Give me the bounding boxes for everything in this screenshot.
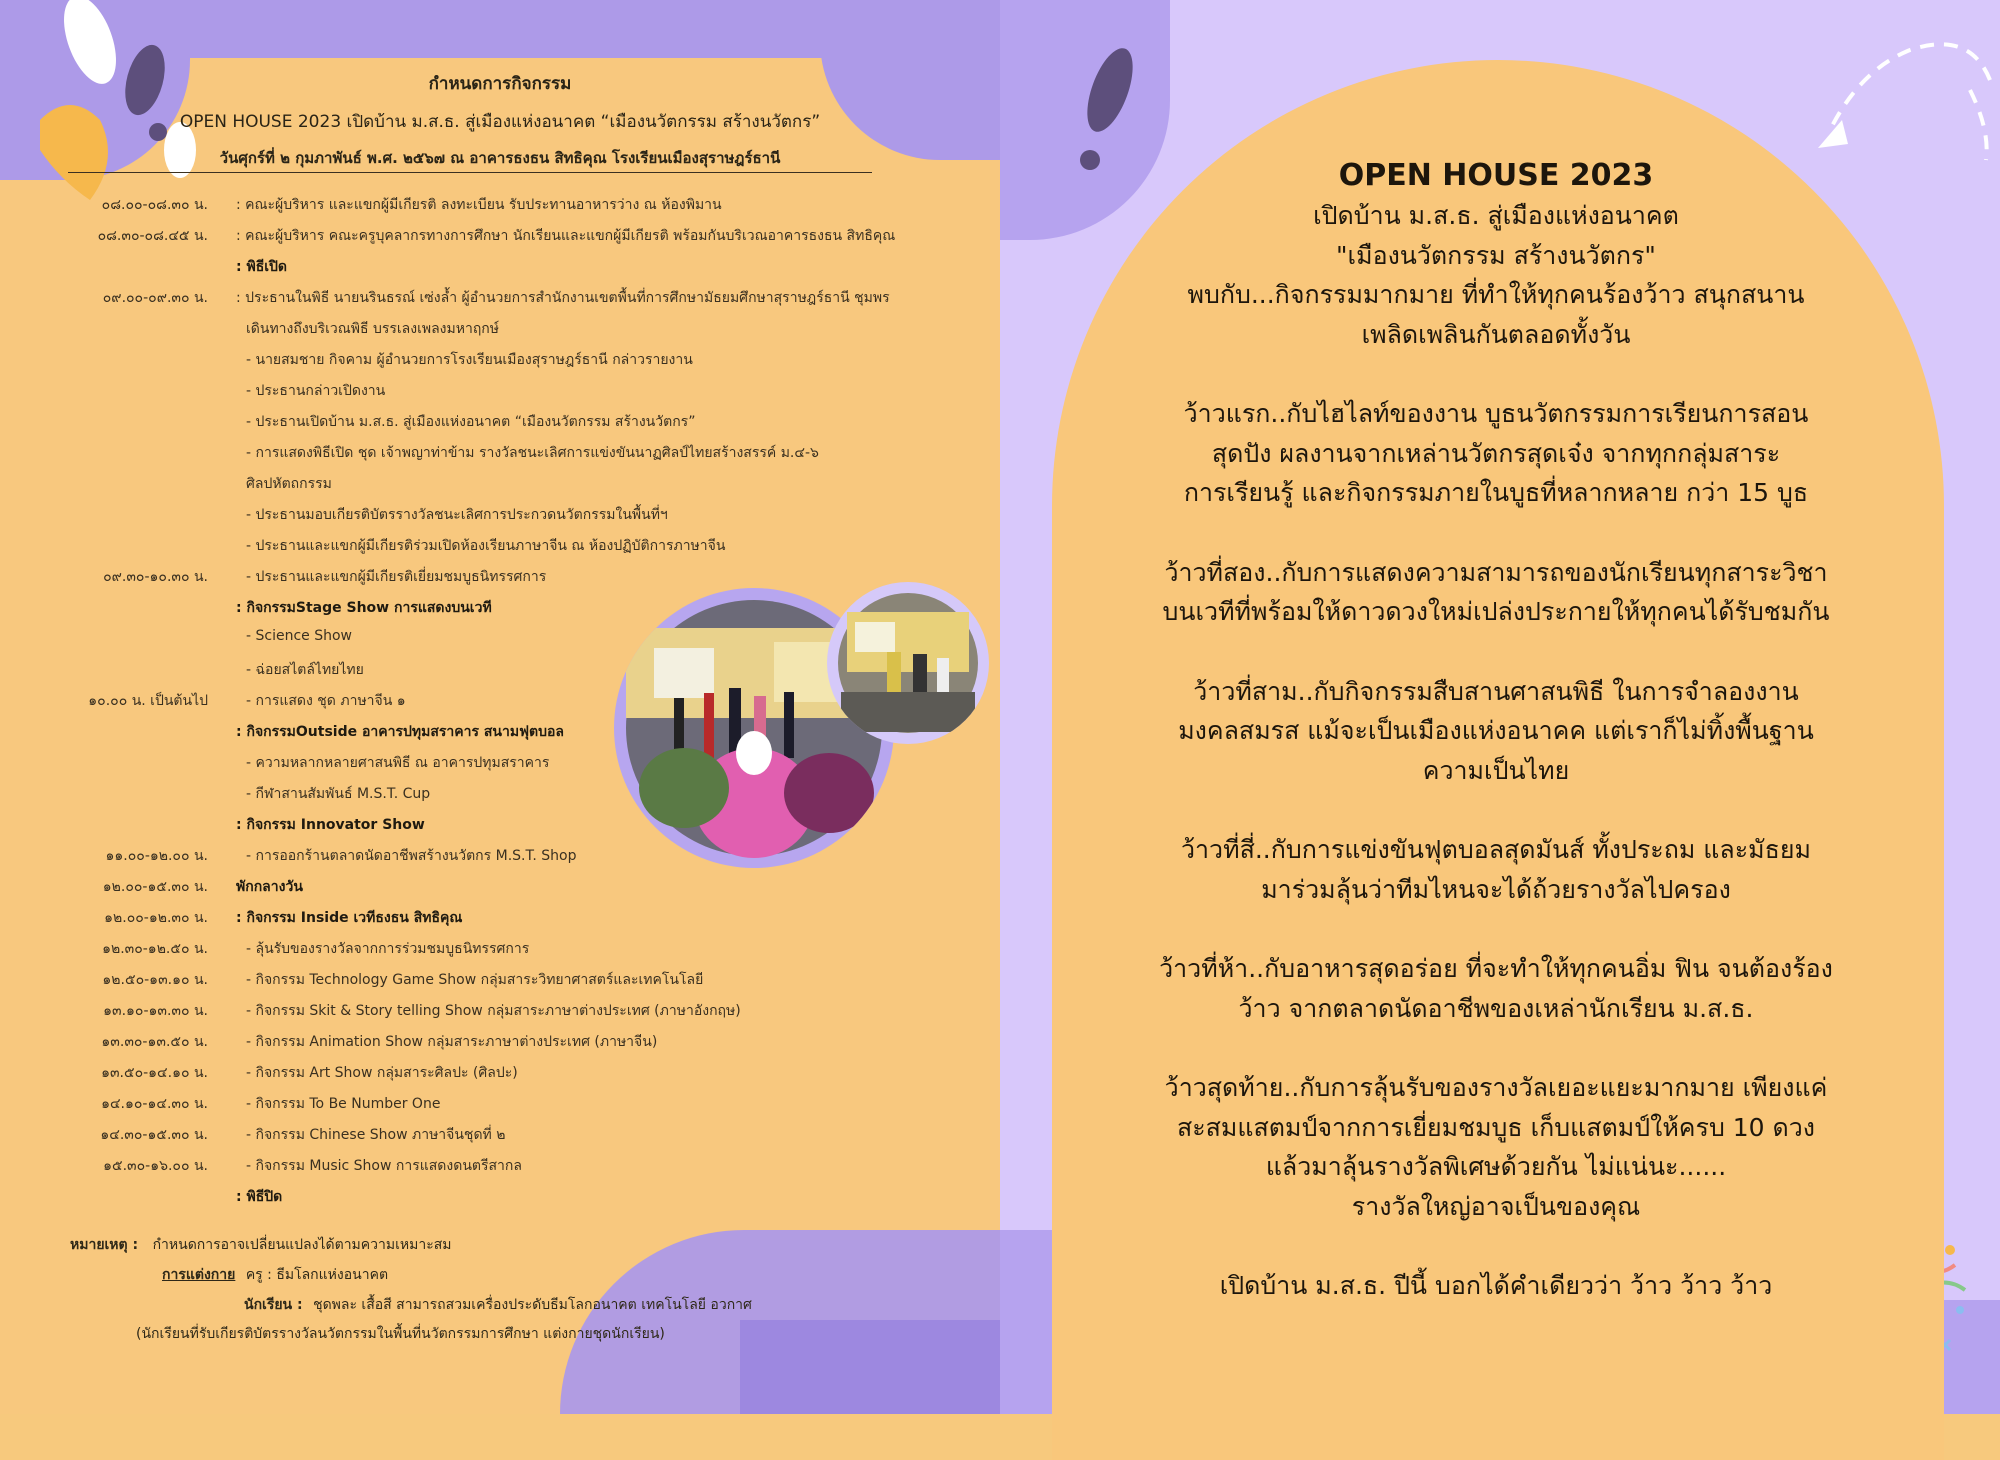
schedule-time: ๑๔.๓๐-๑๕.๓๐ น. [100,1127,208,1143]
event-photo-small [827,582,989,744]
schedule-text: - การออกร้านตลาดนัดอาชีพสร้างนวัตกร M.S.T. Shop [246,848,577,864]
schedule-time: ๑๓.๓๐-๑๓.๕๐ น. [101,1034,208,1050]
dashed-arrow-icon [1790,20,2000,170]
schedule-heading: กำหนดการกิจกรรม [428,74,572,94]
schedule-text: - ประธานกล่าวเปิดงาน [246,383,386,399]
music-photo-icon [827,582,989,744]
invitation-line: ว้าวที่สาม..กับกิจกรรมสืบสานศาสนพิธี ในการจำลองงาน [1193,676,1799,706]
schedule-text: - กิจกรรม Technology Game Show กลุ่มสาระวิทยาศาสตร์และเทคโนโลยี [246,972,704,988]
invitation-line: "เมืองนวัตกรรม สร้างนวัตกร" [1336,240,1656,270]
schedule-row [0,566,1000,597]
invitation-paragraph [1060,830,1932,909]
schedule-time: ๑๒.๐๐-๑๕.๓๐ น. [102,879,208,895]
dress-label: การแต่งกาย [162,1267,236,1283]
schedule-text: - กิจกรรม Art Show กลุ่มสาระศิลปะ (ศิลปะ) [246,1065,518,1081]
invitation-line: ความเป็นไทย [1422,755,1570,785]
paragraph-gap [1060,909,1932,949]
invitation-line: รางวัลใหญ่อาจเป็นของคุณ [1351,1191,1641,1221]
schedule-row [0,1031,1000,1062]
schedule-text: - กิจกรรม To Be Number One [246,1096,441,1112]
schedule-time: ๐๘.๐๐-๐๘.๓๐ น. [101,197,208,213]
schedule-time: ๐๙.๐๐-๐๙.๓๐ น. [102,290,208,306]
event-title: OPEN HOUSE 2023 เปิดบ้าน ม.ส.ธ. สู่เมืองแห่งอนาคต “เมืองนวัตกรรม สร้างนวัตกร” [179,112,821,132]
schedule-row [0,969,1000,1000]
schedule-time: ๐๙.๓๐-๑๐.๓๐ น. [103,569,208,585]
invitation-line: มงคลสมรส แม้จะเป็นเมืองแห่งอนาคค แต่เราก็ไม่ทิ้งพื้นฐาน [1178,716,1814,745]
schedule-time: ๑๑.๐๐-๑๒.๐๐ น. [105,848,208,864]
paragraph-gap [1060,354,1932,394]
note-text: กำหนดการอาจเปลี่ยนแปลงได้ตามความเหมาะสม [152,1237,452,1253]
invitation-paragraph [1060,1266,1932,1306]
header-divider [68,172,872,173]
schedule-time: ๑๓.๕๐-๑๔.๑๐ น. [101,1065,208,1081]
invitation-line: ว้าวสุดท้าย..กับการลุ้นรับของรางวัลเยอะแยะมากมาย เพียงแค่ [1164,1073,1828,1102]
schedule-row [0,535,1000,566]
schedule-text: - กิจกรรม Chinese Show ภาษาจีนชุดที่ ๒ [246,1127,506,1143]
schedule-row [0,1093,1000,1124]
paragraph-gap [1060,1028,1932,1068]
schedule-row [0,349,1000,380]
schedule-text: เดินทางถึงบริเวณพิธี บรรเลงเพลงมหาฤกษ์ [246,321,500,337]
paragraph-gap [1060,790,1932,830]
schedule-row [0,1155,1000,1186]
schedule-text: ศิลปหัตถกรรม [246,476,332,492]
schedule-text: - กีฬาสานสัมพันธ์ M.S.T. Cup [246,786,431,802]
invitation-line: สุดปัง ผลงานจากเหล่านวัตกรสุดเจ๋ง จากทุกกลุ่มสาระ [1211,438,1781,468]
schedule-row [0,845,1000,876]
paragraph-gap [1060,1226,1932,1266]
schedule-row [0,256,1000,287]
invitation-line: เพลิดเพลินกันตลอดทั้งวัน [1361,319,1631,349]
student-text: ชุดพละ เสื้อสี สามารถสวมเครื่องประดับธีมโลกอนาคต เทคโนโลยี อวกาศ [313,1297,752,1313]
schedule-text: - ประธานมอบเกียรติบัตรรางวัลชนะเลิศการประกวดนวัตกรรมในพื้นที่ฯ [246,507,668,523]
schedule-time: ๑๕.๓๐-๑๖.๐๐ น. [103,1158,208,1174]
invitation-line: เปิดบ้าน ม.ส.ธ. สู่เมืองแห่งอนาคต [1313,201,1679,230]
schedule-text: - นายสมชาย กิจคาม ผู้อำนวยการโรงเรียนเมืองสุราษฎร์ธานี กล่าวรายงาน [246,352,693,368]
schedule-text: : กิจกรรม Innovator Show [236,817,425,833]
schedule-row [0,380,1000,411]
schedule-text: - Science Show [246,628,352,644]
schedule-text: พักกลางวัน [236,879,303,895]
schedule-row [0,194,1000,225]
schedule-text: : กิจกรรม Inside เวทีธงธน สิทธิคุณ [236,910,463,926]
invitation-line: สะสมแสตมป์จากการเยี่ยมชมบูธ เก็บแสตมป์ให้ครบ 10 ดวง [1176,1112,1816,1142]
schedule-row [0,907,1000,938]
event-date-venue: วันศุกร์ที่ ๒ กุมภาพันธ์ พ.ศ. ๒๕๖๗ ณ อาคารธงธน สิทธิคุณ โรงเรียนเมืองสุราษฎร์ธานี [219,149,781,167]
schedule-time: ๑๒.๓๐-๑๒.๕๐ น. [102,941,208,957]
schedule-text: - กิจกรรม Skit & Story telling Show กลุ่มสาระภาษาต่างประเทศ (ภาษาอังกฤษ) [246,1003,741,1019]
schedule-text: - ประธานเปิดบ้าน ม.ส.ธ. สู่เมืองแห่งอนาคต “เมืองนวัตกรรม สร้างนวัตกร” [246,414,696,430]
schedule-time: ๑๒.๕๐-๑๓.๑๐ น. [102,972,208,988]
schedule-text: - ความหลากหลายศาสนพิธี ณ อาคารปทุมสราคาร [246,755,550,771]
schedule-text: : กิจกรรมOutside อาคารปทุมสราคาร สนามฟุตบอล [236,724,564,740]
schedule-row [0,1124,1000,1155]
invitation-text [1060,156,1932,1306]
schedule-text: - กิจกรรม Animation Show กลุ่มสาระภาษาต่างประเทศ (ภาษาจีน) [246,1034,658,1050]
invitation-paragraph [1060,949,1932,1028]
brush-stroke-bottom-2 [740,1320,1000,1414]
schedule-row [0,1186,1000,1217]
note-row [70,1234,452,1256]
schedule-row [0,225,1000,256]
schedule-time: ๑๐.๐๐ น. เป็นต้นไป [88,693,208,709]
dress-text: ครู : ธีมโลกแห่งอนาคต [245,1267,389,1283]
schedule-row [0,1000,1000,1031]
schedule-text: - ฉ่อยสไตล์ไทยไทย [246,662,364,678]
schedule-row [0,287,1000,318]
invitation-paragraphs [1060,196,1932,1306]
schedule-text: : พิธีเปิด [236,259,288,275]
invitation-line: เปิดบ้าน ม.ส.ธ. ปีนี้ บอกได้คำเดียวว่า ว้าว ว้าว ว้าว [1219,1271,1773,1300]
brush-stroke-top-right [820,40,1000,160]
invitation-paragraph [1060,553,1932,632]
student-note: (นักเรียนที่รับเกียรติบัตรรางวัลนวัตกรรมในพื้นที่นวัตกรรมการศึกษา แต่งกายชุดนักเรียน) [136,1326,665,1342]
schedule-text: - ประธานและแขกผู้มีเกียรติร่วมเปิดห้องเรียนภาษาจีน ณ ห้องปฏิบัติการภาษาจีน [246,538,726,554]
schedule-row [0,442,1000,473]
student-label: นักเรียน : [244,1297,303,1313]
schedule-text: - ลุ้นรับของรางวัลจากการร่วมชมบูธนิทรรศการ [246,941,530,957]
schedule-text: : กิจกรรมStage Show การแสดงบนเวที [236,600,492,616]
invitation-line: พบกับ...กิจกรรมมากมาย ที่ทำให้ทุกคนร้องว้าว สนุกสนาน [1187,280,1805,309]
schedule-time: ๑๓.๑๐-๑๓.๓๐ น. [103,1003,208,1019]
invitation-paragraph [1060,196,1932,354]
schedule-text: : ประธานในพิธี นายนรินธรณ์ เซ่งล้ำ ผู้อำนวยการสำนักงานเขตพื้นที่การศึกษามัธยมศึกษาสุราษฎร์ธานี ชุมพร [236,290,890,306]
paragraph-gap [1060,513,1932,553]
invitation-line: ว้าวที่ห้า..กับอาหารสุดอร่อย ที่จะทำให้ทุกคนอิ่ม ฟิน จนต้องร้อง [1159,954,1833,983]
schedule-row [0,938,1000,969]
schedule-text: : คณะผู้บริหาร คณะครูบุคลากรทางการศึกษา นักเรียนและแขกผู้มีเกียรติ พร้อมกันบริเวณอาคารธงธน สิทธิคุณ [236,228,896,244]
invitation-line: บนเวทีที่พร้อมให้ดาวดวงใหม่เปล่งประกายให้ทุกคนได้รับชมกัน [1162,597,1830,626]
paragraph-gap [1060,632,1932,672]
invitation-paragraph [1060,672,1932,791]
schedule-row [0,473,1000,504]
schedule-text: : คณะผู้บริหาร และแขกผู้มีเกียรติ ลงทะเบียน รับประทานอาหารว่าง ณ ห้องพิมาน [236,197,722,213]
schedule-time: ๑๔.๑๐-๑๔.๓๐ น. [101,1096,208,1112]
invitation-paragraph [1060,394,1932,513]
invitation-line: การเรียนรู้ และกิจกรรมภายในบูธที่หลากหลาย กว่า 15 บูธ [1183,478,1809,507]
invitation-line: มาร่วมลุ้นว่าทีมไหนจะได้ถ้วยรางวัลไปครอง [1261,874,1731,904]
schedule-text: - การแสดงพิธีเปิด ชุด เจ้าพญาท่าข้าม รางวัลชนะเลิศการแข่งขันนาฏศิลป์ไทยสร้างสรรค์ ม.๔-๖ [246,445,819,461]
invitation-title: OPEN HOUSE 2023 [1338,158,1654,193]
invitation-line: แล้วมาลุ้นรางวัลพิเศษด้วยกัน ไม่แน่นะ...... [1265,1152,1727,1181]
schedule-row [0,504,1000,535]
schedule-row [0,1062,1000,1093]
schedule-text: : พิธีปิด [236,1189,283,1205]
student-row [244,1294,752,1316]
dress-row [162,1264,388,1286]
schedule-page [0,0,1000,1414]
invitation-paragraph [1060,1068,1932,1226]
invitation-line: ว้าวที่สอง..กับการแสดงความสามารถของนักเรียนทุกสาระวิชา [1164,557,1828,587]
schedule-text: - กิจกรรม Music Show การแสดงดนตรีสากล [246,1158,522,1174]
schedule-text: - การแสดง ชุด ภาษาจีน ๑ [246,693,406,709]
schedule-row [0,411,1000,442]
schedule-row [0,318,1000,349]
invitation-line: ว้าวแรก..กับไฮไลท์ของงาน บูธนวัตกรรมการเรียนการสอน [1183,399,1809,428]
schedule-time: ๐๘.๓๐-๐๘.๔๕ น. [97,228,208,244]
schedule-text: - ประธานและแขกผู้มีเกียรติเยี่ยมชมบูธนิทรรศการ [246,569,547,585]
schedule-time: ๑๒.๐๐-๑๒.๓๐ น. [104,910,208,926]
note-label: หมายเหตุ : [70,1237,139,1253]
invitation-line: ว้าวที่สี่..กับการแข่งขันฟุตบอลสุดมันส์ ทั้งประถม และมัธยม [1180,835,1812,864]
invitation-line: ว้าว จากตลาดนัดอาชีพของเหล่านักเรียน ม.ส.ธ. [1238,993,1754,1023]
schedule-row [0,876,1000,907]
